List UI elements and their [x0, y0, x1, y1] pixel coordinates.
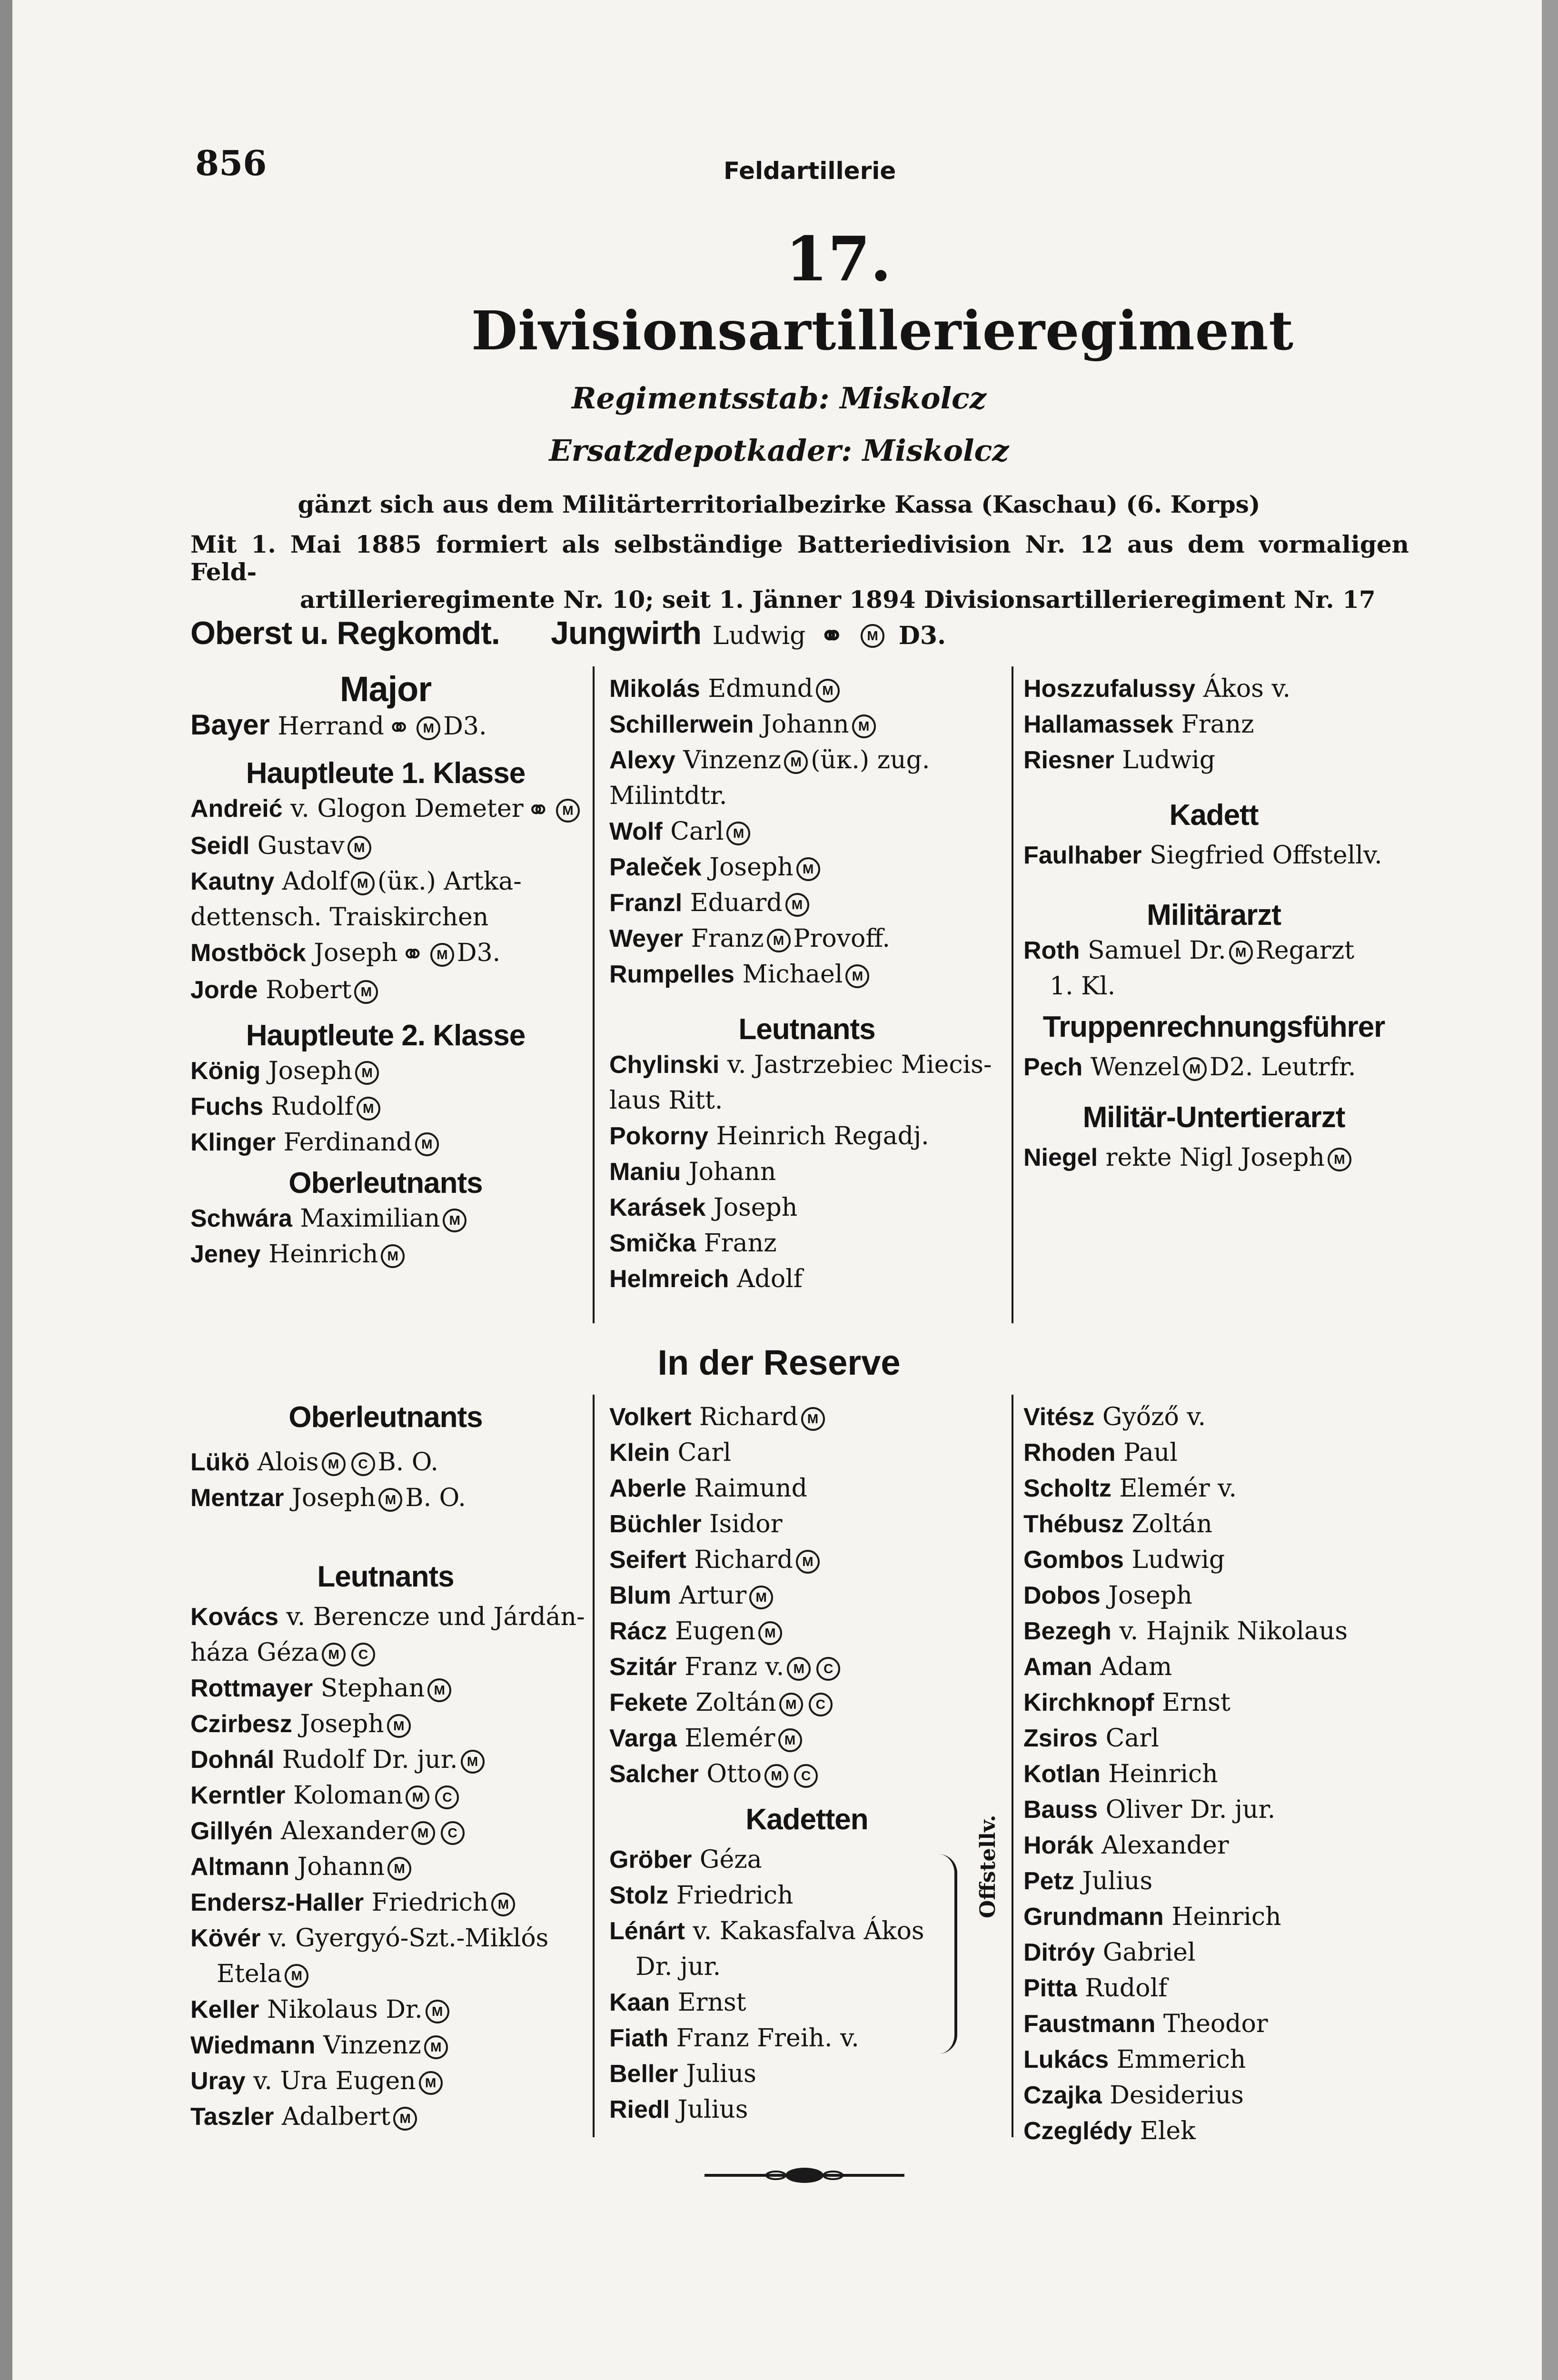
m-badge-icon: M [357, 1097, 380, 1121]
m-badge-icon: M [491, 1893, 515, 1916]
page-number: 856 [195, 143, 267, 183]
list-item: Faulhaber Siegfried Offstellv. [1023, 841, 1382, 870]
list-item: Rottmayer Stephan M [190, 1671, 581, 1706]
m-badge-icon: M [322, 1452, 346, 1476]
list-item: Kotlan Heinrich [1023, 1760, 1218, 1788]
list-item: Czajka Desiderius [1023, 2081, 1244, 2110]
list-item: Franzl Eduard M [609, 885, 1004, 921]
list-item: Aman Adam [1023, 1653, 1172, 1681]
oblt-heading: Oberleutnants [288, 1167, 483, 1200]
list-item: Fuchs Rudolf M [190, 1089, 581, 1125]
lt-heading: Leutnants [738, 1013, 875, 1046]
list-item: Stolz Friedrich [609, 1881, 794, 1910]
m-badge-icon: M [322, 1643, 346, 1666]
oberst-line [190, 614, 946, 653]
list-item: Rácz Eugen M [609, 1614, 1004, 1649]
list-item: Andreić v. Glogon Demeter ⚭ M [190, 791, 581, 828]
m-badge-icon: M [556, 799, 580, 823]
regiment-title: Divisionsartillerieregiment [471, 300, 1294, 362]
list-item: Maniu Johann [609, 1158, 776, 1186]
m-badge-icon: M [424, 2035, 448, 2059]
list-item: Gillyén Alexander M C [190, 1814, 581, 1849]
list-item-continuation: Milintdtr. [609, 782, 727, 810]
list-item: Dohnál Rudolf Dr. jur. M [190, 1742, 581, 1778]
list-item: Dobos Joseph [1023, 1581, 1192, 1610]
list-item: Kautny Adolf M (üк.) Artka- [190, 867, 522, 896]
list-item: Alexy Vinzenz M (üк.) zug. [609, 746, 930, 774]
m-badge-icon: M [785, 893, 809, 917]
list-item-continuation: dettensch. Traiskirchen [190, 903, 489, 932]
reserve-column-1 [190, 1399, 585, 2135]
list-item: Beller Julius [609, 2060, 756, 2088]
m-badge-icon: M [427, 1678, 451, 1702]
list-item: Ditróy Gabriel [1023, 1938, 1196, 1967]
list-item: Niegel rekte Nigl Joseph M [1023, 1140, 1404, 1176]
m-badge-icon: M [1229, 941, 1253, 964]
list-item: Petz Julius [1023, 1867, 1153, 1895]
c-badge-icon: C [809, 1693, 833, 1716]
c-badge-icon: C [351, 1643, 375, 1666]
c-badge-icon: C [794, 1764, 818, 1788]
m-badge-icon: M [796, 1550, 820, 1574]
m-badge-icon: M [787, 1657, 811, 1681]
list-item: Bauss Oliver Dr. jur. [1023, 1795, 1276, 1824]
kadett-heading: Kadett [1169, 799, 1259, 832]
list-item: Pech Wenzel M D2. Leutrfr. [1023, 1053, 1356, 1081]
active-column-3 [1023, 671, 1404, 1176]
list-item: Chylinski v. Jastrzebiec Miecis- [609, 1051, 992, 1079]
m-badge-icon: M [387, 1857, 411, 1881]
m-badge-icon: M [861, 624, 884, 648]
m-badge-icon: M [415, 1132, 439, 1156]
list-item: Bayer Herrand ⚭ M D3. [190, 707, 581, 746]
list-item: Faustmann Theodor [1023, 2010, 1268, 2038]
list-item: Szitár Franz v. M C [609, 1649, 1004, 1685]
m-badge-icon: M [347, 836, 371, 860]
truppen-heading: Truppenrechnungsführer [1042, 1011, 1385, 1043]
list-item: Horák Alexander [1023, 1831, 1229, 1860]
m-badge-icon: M [378, 1488, 402, 1512]
list-item: Kerntler Koloman M C [190, 1778, 581, 1814]
list-item: Lukács Emmerich [1023, 2045, 1246, 2074]
m-badge-icon: M [801, 1407, 825, 1431]
list-item: Helmreich Adolf [609, 1265, 803, 1293]
list-item: Scholtz Elemér v. [1023, 1474, 1237, 1503]
list-item: Pokorny Heinrich Regadj. [609, 1122, 929, 1150]
list-item: Wolf Carl M [609, 814, 1004, 850]
m-badge-icon: M [285, 1964, 308, 1988]
list-item: Endersz-Haller Friedrich M [190, 1885, 581, 1921]
list-item: Riesner Ludwig [1023, 746, 1216, 774]
c-badge-icon: C [816, 1657, 840, 1681]
m-badge-icon: M [758, 1621, 782, 1645]
list-item: Varga Elemér M [609, 1721, 1004, 1756]
hptl2-heading: Hauptleute 2. Klasse [246, 1019, 526, 1052]
regiment-number: 17. [785, 224, 892, 295]
m-badge-icon: M [764, 1764, 788, 1788]
list-item: Weyer Franz M Provoff. [609, 924, 890, 953]
list-item: Schwára Maximilian M [190, 1201, 581, 1237]
list-item: Grundmann Heinrich [1023, 1903, 1281, 1931]
c-badge-icon: C [435, 1785, 459, 1809]
m-badge-icon: M [355, 1061, 379, 1085]
medal-icon: ⚭ [526, 793, 550, 827]
list-item: Riedl Julius [609, 2095, 748, 2124]
list-item: Fekete Zoltán M C [609, 1685, 1004, 1721]
m-badge-icon: M [406, 1785, 429, 1809]
list-item: Jorde Robert M [190, 972, 581, 1008]
m-badge-icon: M [784, 750, 808, 774]
medal-icon: ⚭ [820, 619, 844, 653]
list-item: Lükö Alois M C B. O. [190, 1448, 438, 1477]
major-heading: Major [339, 669, 432, 709]
list-item: Pitta Rudolf [1023, 1974, 1168, 2003]
reserve-heading: In der Reserve [657, 1343, 901, 1382]
end-ornament-icon [705, 2166, 904, 2185]
list-item-continuation: 1. Kl. [1050, 972, 1116, 1001]
m-badge-icon: M [417, 716, 440, 740]
m-badge-icon: M [749, 1586, 773, 1609]
m-badge-icon: M [796, 857, 820, 881]
kadetten-heading: Kadetten [745, 1803, 868, 1836]
list-item: Salcher Otto M C [609, 1756, 1004, 1792]
oberst-given: Ludwig [712, 622, 806, 650]
reserve-column-3 [1023, 1399, 1404, 2149]
list-item: Mostböck Joseph ⚭ M D3. [190, 935, 581, 972]
hptl1-heading: Hauptleute 1. Klasse [246, 757, 526, 790]
list-item: Klinger Ferdinand M [190, 1125, 581, 1160]
m-badge-icon: M [852, 714, 876, 738]
m-badge-icon: M [419, 2071, 443, 2095]
list-item: Blum Artur M [609, 1578, 1004, 1614]
m-badge-icon: M [779, 1693, 803, 1716]
active-column-2 [609, 671, 1004, 1297]
list-item: Büchler Isidor [609, 1510, 783, 1538]
m-badge-icon: M [816, 679, 840, 703]
list-item: Seidl Gustav M [190, 828, 581, 864]
list-item: Uray v. Ura Eugen M [190, 2063, 581, 2099]
column-rule-1 [593, 666, 595, 1323]
medal-icon: ⚭ [400, 938, 425, 971]
history-line-1: Mit 1. Mai 1885 formiert als selbständige Batteriedivision Nr. 12 aus dem vormaligen Feld- [190, 530, 1409, 586]
reserve-oblt-heading: Oberleutnants [288, 1401, 483, 1434]
list-item: Rumpelles Michael M [609, 957, 1004, 992]
list-item: Czirbesz Joseph M [190, 1706, 581, 1742]
regimentsstab: Regimentsstab: Miskolcz [572, 381, 986, 416]
m-badge-icon: M [1328, 1148, 1351, 1171]
list-item-continuation: Etela M [190, 1956, 581, 1992]
oberst-surname: Jungwirth [551, 615, 701, 651]
column-rule-3 [593, 1395, 595, 2137]
list-item: Mikolás Edmund M [609, 671, 1004, 707]
m-badge-icon: M [430, 943, 454, 967]
m-badge-icon: M [354, 980, 378, 1004]
ergaenzung-line: gänzt sich aus dem Militärterritorialbezirke Kassa (Kaschau) (6. Korps) [298, 490, 1260, 518]
m-badge-icon: M [461, 1750, 485, 1774]
list-item: Czeglédy Elek [1023, 2117, 1196, 2145]
list-item: König Joseph M [190, 1053, 581, 1089]
list-item: Jeney Heinrich M [190, 1237, 581, 1272]
m-badge-icon: M [426, 2000, 449, 2023]
list-item: Paleček Joseph M [609, 850, 1004, 885]
reserve-lt-heading: Leutnants [317, 1560, 454, 1593]
list-item: Wiedmann Vinzenz M [190, 2028, 581, 2063]
m-badge-icon: M [726, 822, 750, 845]
arzt-heading: Militärarzt [1147, 899, 1281, 932]
list-item: Keller Nikolaus Dr. M [190, 1992, 581, 2028]
m-badge-icon: M [1183, 1057, 1207, 1081]
column-rule-4 [1012, 1395, 1013, 2137]
m-badge-icon: M [387, 1714, 411, 1738]
tierarzt-heading: Militär-Untertierarzt [1082, 1101, 1345, 1134]
history-line-2: artillerieregimente Nr. 10; seit 1. Jänner 1894 Divisionsartillerieregiment Nr. 17 [300, 585, 1376, 614]
list-item: Altmann Johann M [190, 1849, 581, 1885]
oberst-rest: D3. [898, 621, 946, 650]
list-item: Smička Franz [609, 1229, 777, 1258]
active-column-1 [190, 671, 581, 1272]
oberst-title: Oberst u. Regkomdt. [190, 615, 500, 651]
m-badge-icon: M [351, 872, 375, 895]
list-item: Bezegh v. Hajnik Nikolaus [1023, 1617, 1348, 1646]
list-item: Hallamassek Franz [1023, 710, 1254, 739]
m-badge-icon: M [393, 2107, 417, 2131]
m-badge-icon: M [411, 1821, 435, 1845]
list-item: Kovács v. Berencze und Járdán- [190, 1603, 585, 1631]
list-item: Seifert Richard M [609, 1542, 1004, 1578]
offstellv-label: Offstellv. [976, 1815, 1000, 1918]
ersatzdepot: Ersatzdepotkader: Miskolcz [549, 433, 1009, 468]
column-rule-2 [1012, 666, 1013, 1323]
history-text [190, 531, 1409, 614]
list-item: Volkert Richard M [609, 1399, 1004, 1435]
list-item: Thébusz Zoltán [1023, 1510, 1212, 1538]
list-item: Mentzar Joseph M B. O. [190, 1484, 466, 1512]
list-item: Kaan Ernst [609, 1988, 746, 2017]
m-badge-icon: M [767, 929, 791, 952]
list-item: Kirchknopf Ernst [1023, 1688, 1231, 1717]
list-item-continuation: laus Ritt. [609, 1086, 723, 1115]
list-item: Taszler Adalbert M [190, 2099, 581, 2135]
m-badge-icon: M [778, 1728, 802, 1752]
list-item: Fiath Franz Freih. v. [609, 2024, 859, 2053]
c-badge-icon: C [351, 1452, 375, 1476]
list-item: Lénárt v. Kakasfalva Ákos [609, 1917, 924, 1945]
medal-icon: ⚭ [387, 711, 411, 744]
kadetten-brace [935, 1854, 957, 2054]
list-item: Vitész Győző v. [1023, 1403, 1206, 1431]
m-badge-icon: M [381, 1244, 405, 1268]
list-item: Zsiros Carl [1023, 1724, 1159, 1753]
list-item: Karásek Joseph [609, 1193, 798, 1222]
list-item: Gröber Géza [609, 1845, 762, 1874]
m-badge-icon: M [845, 964, 869, 988]
c-badge-icon: C [441, 1821, 465, 1845]
list-item: Schillerwein Johann M [609, 707, 1004, 743]
list-item: Gombos Ludwig [1023, 1546, 1225, 1574]
list-item-continuation: Dr. jur. [635, 1953, 721, 1981]
list-item: Rhoden Paul [1023, 1438, 1178, 1467]
m-badge-icon: M [443, 1209, 466, 1232]
list-item: Kövér v. Gyergyó-Szt.-Miklós [190, 1924, 549, 1953]
list-item: Hoszzufalussy Ákos v. [1023, 674, 1291, 703]
list-item: Roth Samuel Dr. M Regarzt [1023, 936, 1355, 965]
list-item: Aberle Raimund [609, 1474, 807, 1503]
running-head: Feldartillerie [724, 157, 896, 185]
list-item-continuation: háza Géza M C [190, 1635, 581, 1671]
list-item: Klein Carl [609, 1438, 731, 1467]
